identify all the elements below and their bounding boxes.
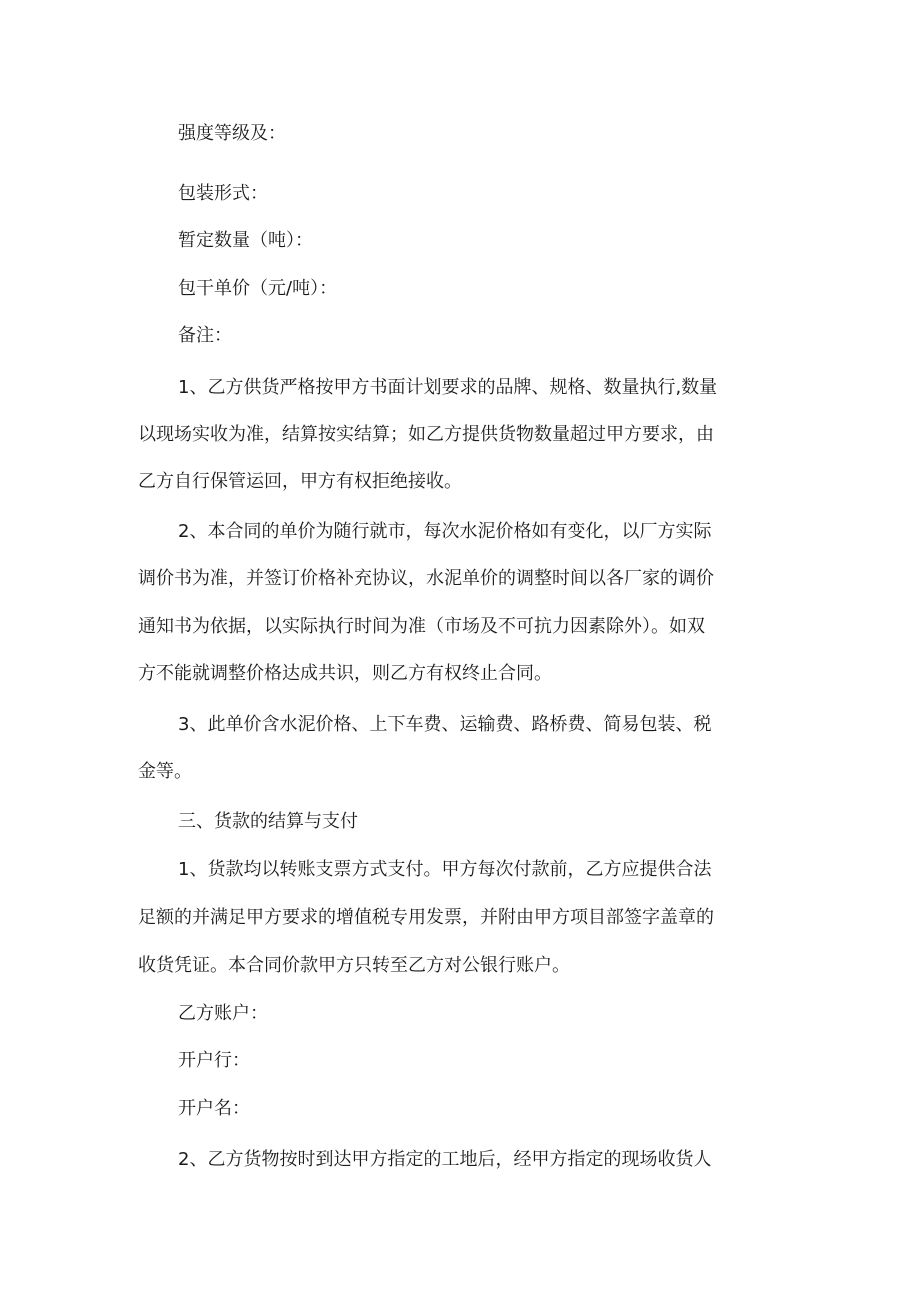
- paragraph-line: 乙方自行保管运回，甲方有权拒绝接收。: [138, 471, 462, 492]
- paragraph-line: 以现场实收为准，结算按实结算；如乙方提供货物数量超过甲方要求，由: [138, 424, 714, 445]
- paragraph-line: 2、乙方货物按时到达甲方指定的工地后，经甲方指定的现场收货人: [178, 1149, 712, 1170]
- field-bank: 开户行：: [178, 1050, 250, 1071]
- paragraph-line: 1、乙方供货严格按甲方书面计划要求的品牌、规格、数量执行,数量: [178, 377, 718, 398]
- paragraph-line: 金等。: [138, 761, 192, 782]
- field-strength-grade: 强度等级及：: [178, 123, 286, 144]
- section-heading: 三、货款的结算与支付: [178, 811, 358, 832]
- paragraph-line: 1、货款均以转账支票方式支付。甲方每次付款前，乙方应提供合法: [178, 859, 712, 880]
- field-unit-price: 包干单价（元/吨）：: [178, 278, 338, 299]
- field-remarks: 备注：: [178, 325, 232, 346]
- paragraph-line: 方不能就调整价格达成共识，则乙方有权终止合同。: [138, 663, 552, 684]
- field-quantity: 暂定数量（吨）：: [178, 230, 313, 251]
- paragraph-line: 2、本合同的单价为随行就市，每次水泥价格如有变化，以厂方实际: [178, 521, 712, 542]
- field-account-name: 开户名：: [178, 1098, 250, 1119]
- paragraph-line: 通知书为依据，以实际执行时间为准（市场及不可抗力因素除外）。如双: [138, 616, 705, 637]
- paragraph-line: 收货凭证。本合同价款甲方只转至乙方对公银行账户。: [138, 955, 570, 976]
- paragraph-line: 调价书为准，并签订价格补充协议，水泥单价的调整时间以各厂家的调价: [138, 568, 714, 589]
- field-party-b-account: 乙方账户：: [178, 1003, 268, 1024]
- field-packaging: 包装形式：: [178, 183, 268, 204]
- paragraph-line: 3、此单价含水泥价格、上下车费、运输费、路桥费、简易包装、税: [178, 714, 712, 735]
- paragraph-line: 足额的并满足甲方要求的增值税专用发票，并附由甲方项目部签字盖章的: [138, 907, 714, 928]
